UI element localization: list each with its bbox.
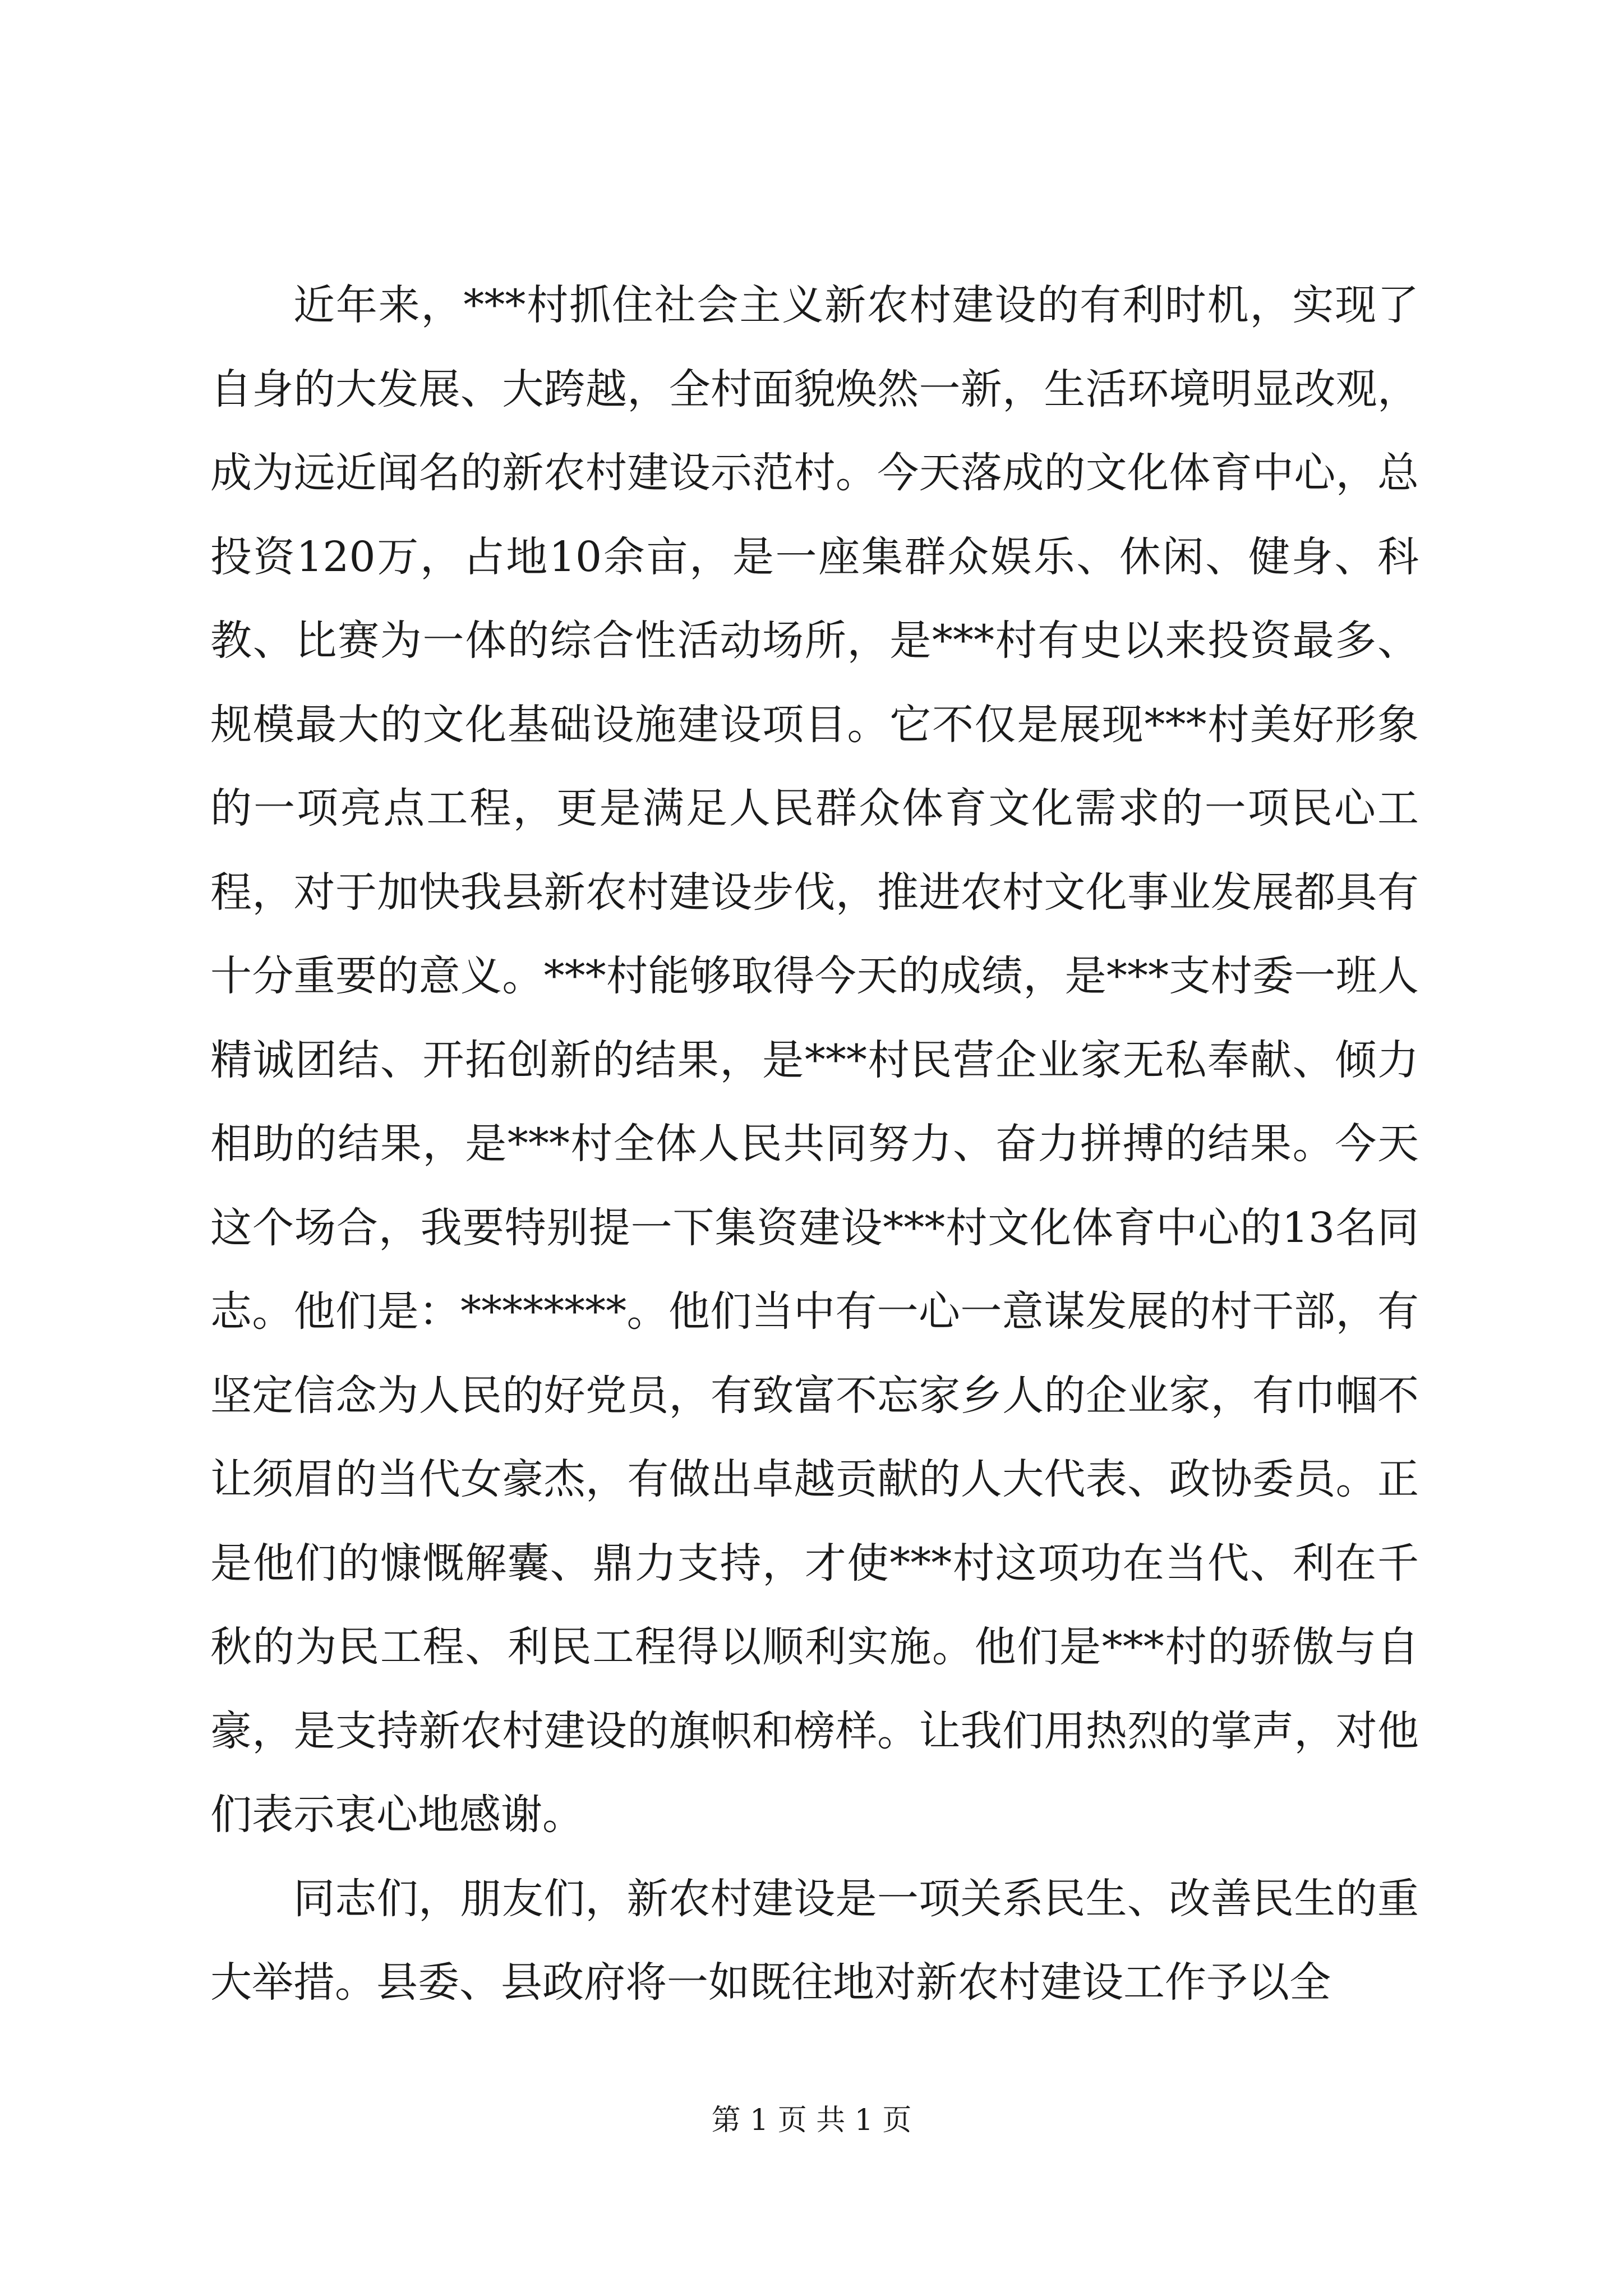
paragraph-2: 同志们，朋友们，新农村建设是一项关系民生、改善民生的重大举措。县委、县政府将一如既往地对新农村建设工作予以全 [210,1874,1419,2007]
document-body [210,264,1419,2025]
paragraph-1: 近年来，***村抓住社会主义新农村建设的有利时机，实现了自身的大发展、大跨越，全村面貌焕然一新，生活环境明显改观，成为远近闻名的新农村建设示范村。今天落成的文化体育中心，总投资120万，占地10余亩，是一座集群众娱乐、休闲、健身、科教、比赛为一体的综合性活动场所，是***村有史以来投资最多、规模最大的文化基础设施建设项目。它不仅是展现***村美好形象的一项亮点工程，更是满足人民群众体育文化需求的一项民心工程，对于加快我县新农村建设步伐，推进农村文化事业发展都具有十分重要的意义。***村能够取得今天的成绩，是***支村委一班人精诚团结、开拓创新的结果，是***村民营企业家无私奉献、倾力相助的结果，是***村全体人民共同努力、奋力拼搏的结果。今天这个场合，我要特别提一下集资建设***村文化体育中心的13名同志。他们是：********。他们当中有一心一意谋发展的村干部，有坚定信念为人民的好党员，有致富不忘家乡人的企业家，有巾帼不让须眉的当代女豪杰，有做出卓越贡献的人大代表、政协委员。正是他们的慷慨解囊、鼎力支持，才使***村这项功在当代、利在千秋的为民工程、利民工程得以顺利实施。他们是***村的骄傲与自豪，是支持新农村建设的旗帜和榜样。让我们用热烈的掌声，对他们表示衷心地感谢。 [210,281,1419,1839]
page-footer: 第 1 页 共 1 页 [711,2104,912,2137]
